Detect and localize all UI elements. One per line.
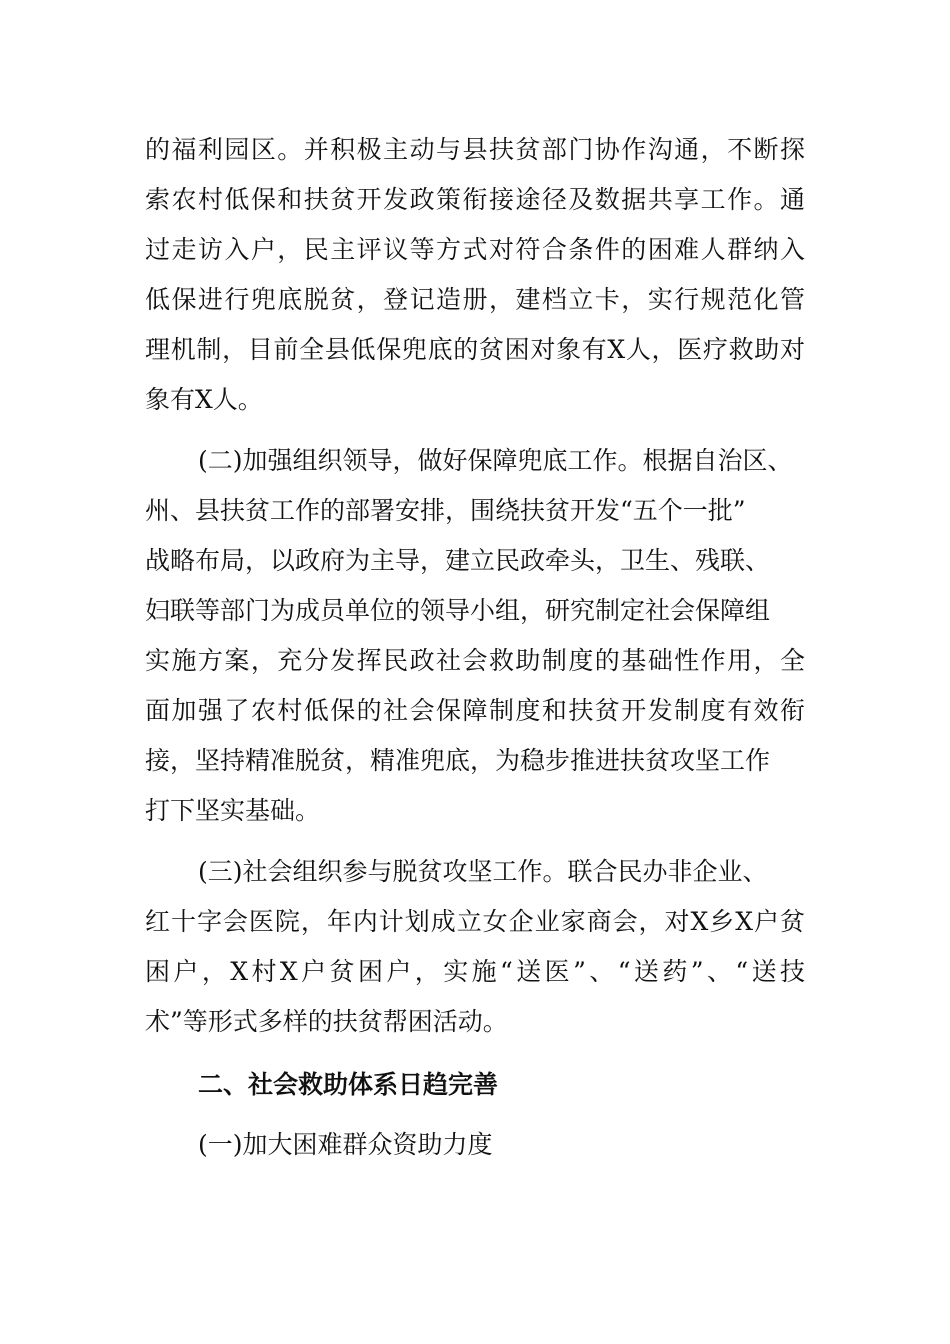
- section-heading: 二、社会救助体系日趋完善: [198, 1070, 499, 1099]
- text-line: 打下坚实基础。: [145, 796, 321, 825]
- text-line: 接，坚持精准脱贫，精准兜底，为稳步推进扶贫攻坚工作: [145, 746, 771, 775]
- text-line: 战略布局，以政府为主导，建立民政牵头，卫生、残联、: [145, 546, 771, 575]
- text-line: (二)加强组织领导，做好保障兜底工作。根据自治区、: [198, 446, 793, 475]
- text-line: 低保进行兜底脱贫，登记造册，建档立卡，实行规范化管: [145, 285, 805, 314]
- text-line: 过走访入户，民主评议等方式对符合条件的困难人群纳入: [145, 235, 805, 264]
- text-line: 实施方案，充分发挥民政社会救助制度的基础性作用，全: [145, 646, 805, 675]
- text-line: 妇联等部门为成员单位的领导小组，研究制定社会保障组: [145, 596, 771, 625]
- text-line: 面加强了农村低保的社会保障制度和扶贫开发制度有效衔: [145, 696, 805, 725]
- text-line: 术”等形式多样的扶贫帮困活动。: [145, 1007, 508, 1036]
- text-line: (三)社会组织参与脱贫攻坚工作。联合民办非企业、: [198, 857, 768, 886]
- text-line: 象有X人。: [145, 385, 263, 414]
- text-line: 理机制，目前全县低保兜底的贫困对象有X人，医疗救助对: [145, 335, 805, 364]
- subheading: (一)加大困难群众资助力度: [198, 1130, 493, 1159]
- text-line: 索农村低保和扶贫开发政策衔接途径及数据共享工作。通: [145, 185, 805, 214]
- text-line: 的福利园区。并积极主动与县扶贫部门协作沟通，不断探: [145, 135, 805, 164]
- text-line: 红十字会医院，年内计划成立女企业家商会，对X乡X户贫: [145, 907, 805, 936]
- text-line: 困户，X村X户贫困户，实施“送医”、“送药”、“送技: [145, 957, 805, 986]
- text-line: 州、县扶贫工作的部署安排，围绕扶贫开发“五个一批”: [145, 496, 746, 525]
